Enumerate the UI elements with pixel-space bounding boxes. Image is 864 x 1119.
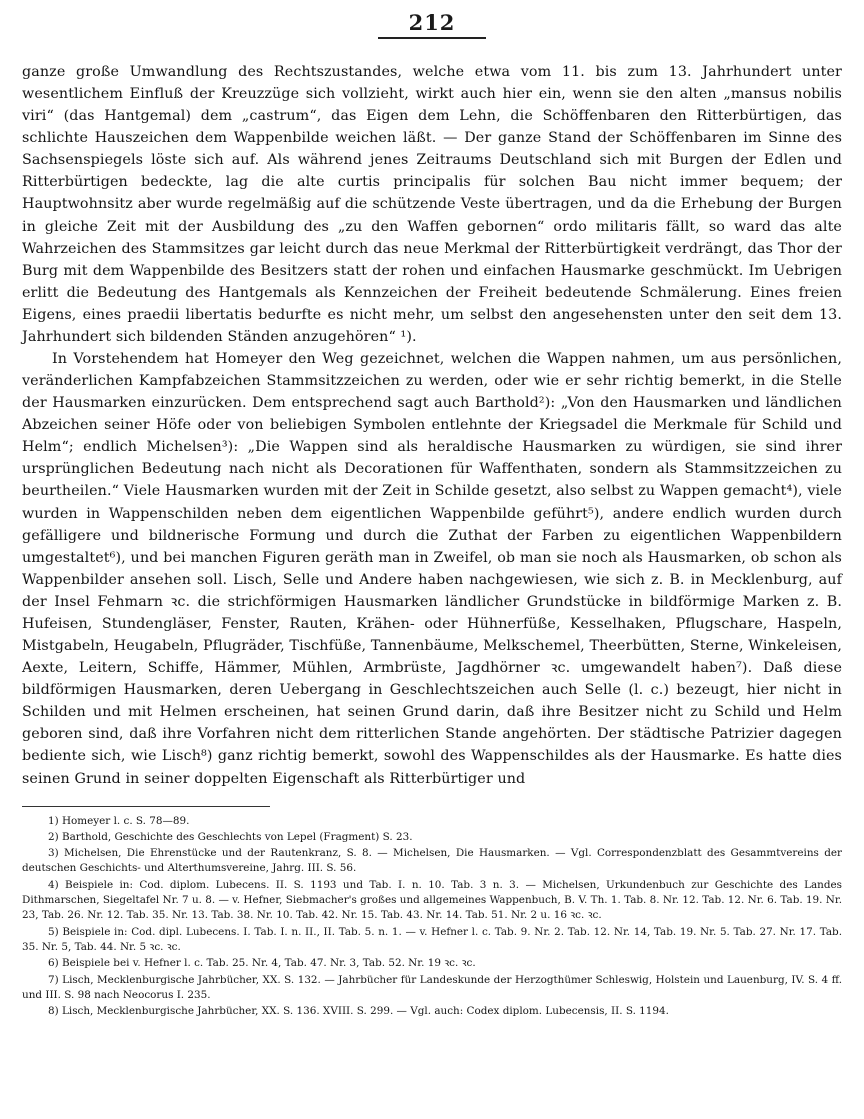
- footnotes-section: [22, 814, 842, 1020]
- paragraph-1: ganze große Umwandlung des Rechtszustandes, welche etwa vom 11. bis zum 13. Jahrhundert unter wesentlichem Einfluß der Kreuzzüge sich vollzieht, wirkt auch hier ein, wenn sie den alten „mansus nobilis viri“ (das Hantgemal) dem „castrum“, das Eigen dem Lehn, die Schöffenbaren den Ritterbürtigen, das schlichte Hauszeichen dem Wappenbilde weichen läßt. — Der ganze Stand der Schöffenbaren im Sinne des Sachsenspiegels löste sich auf. Als während jenes Zeitraums Deutschland sich mit Burgen der Edlen und Ritterbürtigen bedeckte, lag die alte curtis principalis für solchen Bau nicht immer bequem; der Hauptwohnsitz aber wurde regelmäßig auf die schützende Veste übertragen, und da die Erhebung der Burgen in gleiche Zeit mit der Ausbildung des „zu den Waffen gebornen“ ordo militaris fällt, so ward das alte Wahrzeichen des Stammsitzes gar leicht durch das neue Merkmal der Ritterbürtigkeit verdrängt, das Thor der Burg mit dem Wappenbilde des Besitzers statt der rohen und einfachen Hausmarke geschmückt. Im Uebrigen erlitt die Bedeutung des Hantgemals als Kennzeichen der Freiheit bedeutende Schmälerung. Eines freien Eigens, eines praedii libertatis bedurfte es nicht mehr, um selbst den angesehensten unter den seit dem 13. Jahrhundert sich bildenden Ständen anzugehören“ ¹).: [22, 64, 842, 345]
- header-divider: [378, 37, 486, 39]
- paragraph-2: In Vorstehendem hat Homeyer den Weg gezeichnet, welchen die Wappen nahmen, um aus persönlichen, veränderlichen Kampfabzeichen Stammsitzzeichen zu werden, oder wie er sehr richtig bemerkt, in die Stelle der Hausmarken einzurücken. Dem entsprechend sagt auch Barthold²): „Von den Hausmarken und ländlichen Abzeichen seiner Höfe oder von beliebigen Symbolen entlehnte der Kriegsadel die Merkmale für Schild und Helm“; endlich Michelsen³): „Die Wappen sind als heraldische Hausmarken zu würdigen, sie sind ihrer ursprünglichen Bedeutung nach nicht als Decorationen für Waffenthaten, sondern als Stammsitzzeichen zu beurtheilen.“ Viele Hausmarken wurden mit der Zeit in Schilde gesetzt, also selbst zu Wappen gemacht⁴), viele wurden in Wappenschilden neben dem eigentlichen Wappenbilde geführt⁵), andere endlich wurden durch gefälligere und bildnerische Formung und durch die Zuthat der Farben zu eigentlichen Wappenbildern umgestaltet⁶), und bei manchen Figuren geräth man in Zweifel, ob man sie noch als Hausmarken, ob schon als Wappenbilder ansehen soll. Lisch, Selle und Andere haben nachgewiesen, wie sich z. B. in Mecklenburg, auf der Insel Fehmarn ꝛc. die strichförmigen Hausmarken ländlicher Grundstücke in bildförmige Marken z. B. Hufeisen, Stundengläser, Fenster, Rauten, Krähen- oder Hühnerfüße, Kesselhaken, Pflugschare, Haspeln, Mistgabeln, Heugabeln, Pflugräder, Tischfüße, Tannenbäume, Melkschemel, Theerbütten, Sterne, Winkeleisen, Aexte, Leitern, Schiffe, Hämmer, Mühlen, Armbrüste, Jagdhörner ꝛc. umgewandelt haben⁷). Daß diese bildförmigen Hausmarken, deren Uebergang in Geschlechtszeichen auch Selle (l. c.) bezeugt, hier nicht in Schilden und mit Helmen erscheinen, hat seinen Grund darin, daß ihre Besitzer nicht zu Schild und Helm geboren sind, daß ihre Vorfahren nicht dem ritterlichen Stande angehörten. Der städtische Patrizier dagegen bediente sich, wie Lisch⁸) ganz richtig bemerkt, sowohl des Wappenschildes als der Hausmarke. Es hatte dies seinen Grund in seiner doppelten Eigenschaft als Ritterbürtiger und: [22, 351, 842, 787]
- footnote-3: 3) Michelsen, Die Ehrenstücke und der Rautenkranz, S. 8. — Michelsen, Die Hausmarken. — Vgl. Correspondenzblatt des Gesammtvereins der deutschen Geschichts- und Alterthumsvereine, Jahrg. III. S. 56.: [22, 847, 842, 875]
- page-number: 212: [408, 10, 456, 35]
- footnote-8: 8) Lisch, Mecklenburgische Jahrbücher, XX. S. 136. XVIII. S. 299. — Vgl. auch: Codex diplom. Lubecensis, II. S. 1194.: [48, 1005, 669, 1018]
- footnote-5: 5) Beispiele in: Cod. dipl. Lubecens. I. Tab. I. n. II., II. Tab. 5. n. 1. — v. Hefner l. c. Tab. 9. Nr. 2. Tab. 12. Nr. 14, Tab. 19. Nr. 5. Tab. 27. Nr. 17. Tab. 35. Nr. 5, Tab. 44. Nr. 5 ꝛc. ꝛc.: [22, 925, 842, 953]
- footnote-2: 2) Barthold, Geschichte des Geschlechts von Lepel (Fragment) S. 23.: [48, 830, 413, 843]
- footnote-6: 6) Beispiele bei v. Hefner l. c. Tab. 25. Nr. 4, Tab. 47. Nr. 3, Tab. 52. Nr. 19 ꝛc. ꝛc.: [48, 957, 476, 970]
- footnote-1: 1) Homeyer l. c. S. 78—89.: [48, 814, 190, 827]
- footnote-7: 7) Lisch, Mecklenburgische Jahrbücher, XX. S. 132. — Jahrbücher für Landeskunde der Herzogthümer Schleswig, Holstein und Lauenburg, IV. S. 4 ff. und III. S. 98 nach Neocorus I. 235.: [22, 973, 842, 1001]
- body-text: [22, 61, 842, 790]
- footnote-4: 4) Beispiele in: Cod. diplom. Lubecens. II. S. 1193 und Tab. I. n. 10. Tab. 3 n. 3. — Michelsen, Urkundenbuch zur Geschichte des Landes Dithmarschen, Siegeltafel Nr. 7 u. 8. — v. Hefner, Siebmacher's großes und allgemeines Wappenbuch, B. V. Th. 1. Tab. 8. Nr. 12. Tab. 12. Nr. 6. Tab. 19. Nr. 23, Tab. 26. Nr. 12. Tab. 35. Nr. 13. Tab. 38. Nr. 10. Tab. 42. Nr. 15. Tab. 43. Nr. 14. Tab. 51. Nr. 2 u. 16 ꝛc. ꝛc.: [22, 878, 842, 922]
- footnote-divider: [22, 806, 270, 807]
